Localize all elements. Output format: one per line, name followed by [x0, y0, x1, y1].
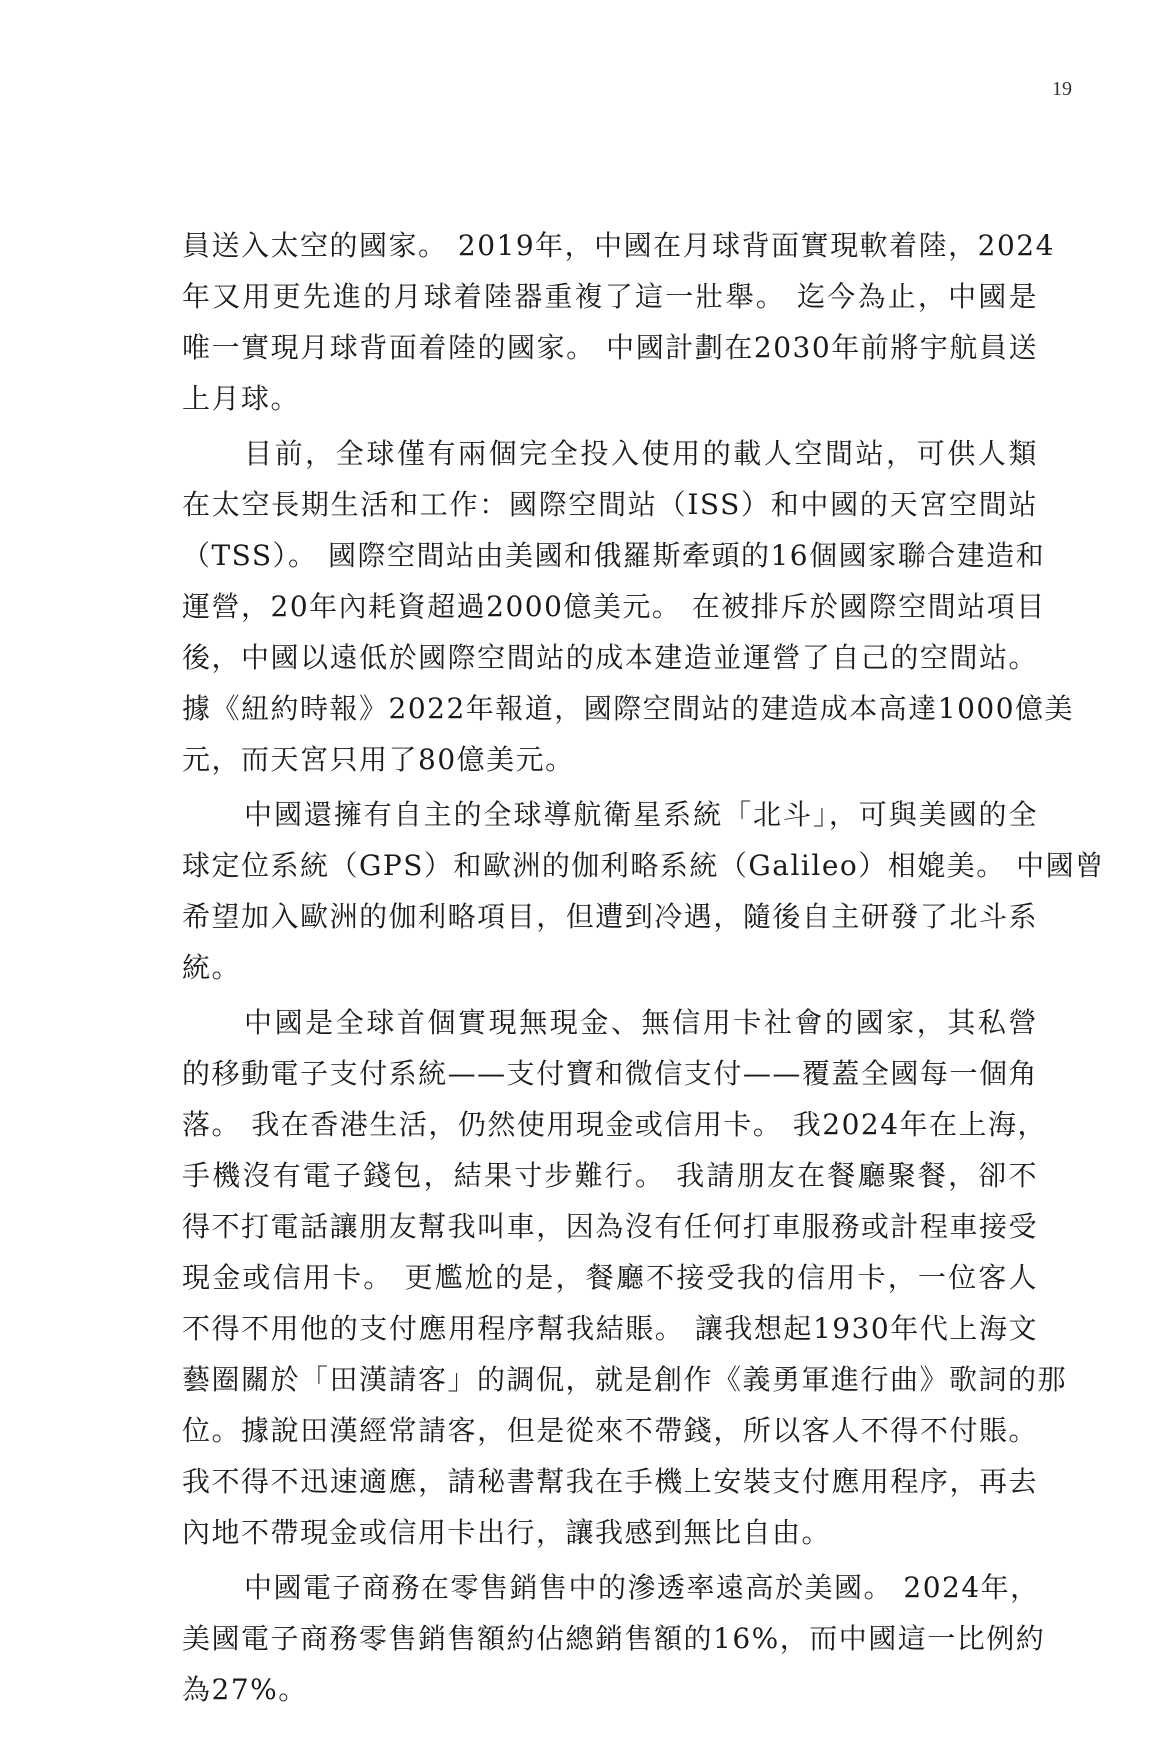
text-line: 為27%。 [182, 1673, 308, 1706]
text-line: 目前，全球僅有兩個完全投入使用的載人空間站，可供人類 [244, 437, 1038, 470]
text-line: 的移動電子支付系統——支付寶和微信支付——覆蓋全國每一個角 [182, 1057, 1038, 1090]
text-line: 球定位系統（GPS）和歐洲的伽利略系統（Galileo）相媲美。 中國曾 [182, 849, 1105, 882]
paragraph [182, 1562, 1046, 1715]
text-line: 手機沒有電子錢包，結果寸步難行。 我請朋友在餐廳聚餐，卻不 [182, 1159, 1038, 1192]
body-text [182, 220, 1105, 1715]
text-line: 希望加入歐洲的伽利略項目，但遭到冷遇，隨後自主研發了北斗系 [182, 900, 1038, 933]
paragraph [182, 997, 1068, 1558]
text-line: 不得不用他的支付應用程序幫我結賬。 讓我想起1930年代上海文 [182, 1312, 1038, 1345]
text-line: 中國電子商務在零售銷售中的滲透率遠高於美國。 2024年， [244, 1571, 1040, 1604]
text-line: 美國電子商務零售銷售額約佔總銷售額的16%，而中國這一比例約 [182, 1622, 1046, 1655]
text-line: 在太空長期生活和工作：國際空間站（ISS）和中國的天宮空間站 [182, 488, 1038, 521]
text-line: 上月球。 [182, 382, 301, 415]
text-line: 藝圈關於「田漢請客」的調侃，就是創作《義勇軍進行曲》歌詞的那 [182, 1363, 1068, 1396]
text-line: 唯一實現月球背面着陸的國家。 中國計劃在2030年前將宇航員送 [182, 331, 1038, 364]
paragraph [182, 428, 1075, 785]
text-line: 我不得不迅速適應，請秘書幫我在手機上安裝支付應用程序，再去 [182, 1465, 1038, 1498]
text-line: 中國是全球首個實現無現金、無信用卡社會的國家，其私營 [244, 1006, 1038, 1039]
text-line: 內地不帶現金或信用卡出行，讓我感到無比自由。 [182, 1516, 832, 1549]
text-line: 運營，20年內耗資超過2000億美元。 在被排斥於國際空間站項目 [182, 590, 1046, 623]
text-line: 落。 我在香港生活，仍然使用現金或信用卡。 我2024年在上海， [182, 1108, 1048, 1141]
text-line: （TSS）。 國際空間站由美國和俄羅斯牽頭的16個國家聯合建造和 [182, 539, 1046, 572]
text-line: 得不打電話讓朋友幫我叫車，因為沒有任何打車服務或計程車接受 [182, 1210, 1038, 1243]
page-number: 19 [1052, 78, 1072, 100]
text-line: 後，中國以遠低於國際空間站的成本建造並運營了自己的空間站。 [182, 641, 1038, 674]
text-line: 年又用更先進的月球着陸器重複了這一壯舉。 迄今為止，中國是 [182, 280, 1038, 313]
text-line: 元，而天宮只用了80億美元。 [182, 743, 575, 776]
text-line: 中國還擁有自主的全球導航衛星系統「北斗」，可與美國的全 [244, 798, 1038, 831]
text-line: 員送入太空的國家。 2019年，中國在月球背面實現軟着陸，2024 [182, 229, 1055, 262]
text-line: 位。據說田漢經常請客，但是從來不帶錢，所以客人不得不付賬。 [182, 1414, 1038, 1447]
text-line: 現金或信用卡。 更尷尬的是，餐廳不接受我的信用卡，一位客人 [182, 1261, 1038, 1294]
text-line: 據《紐約時報》2022年報道，國際空間站的建造成本高達1000億美 [182, 692, 1075, 725]
paragraph [182, 220, 1055, 424]
text-line: 統。 [182, 951, 242, 984]
paragraph [182, 789, 1105, 993]
